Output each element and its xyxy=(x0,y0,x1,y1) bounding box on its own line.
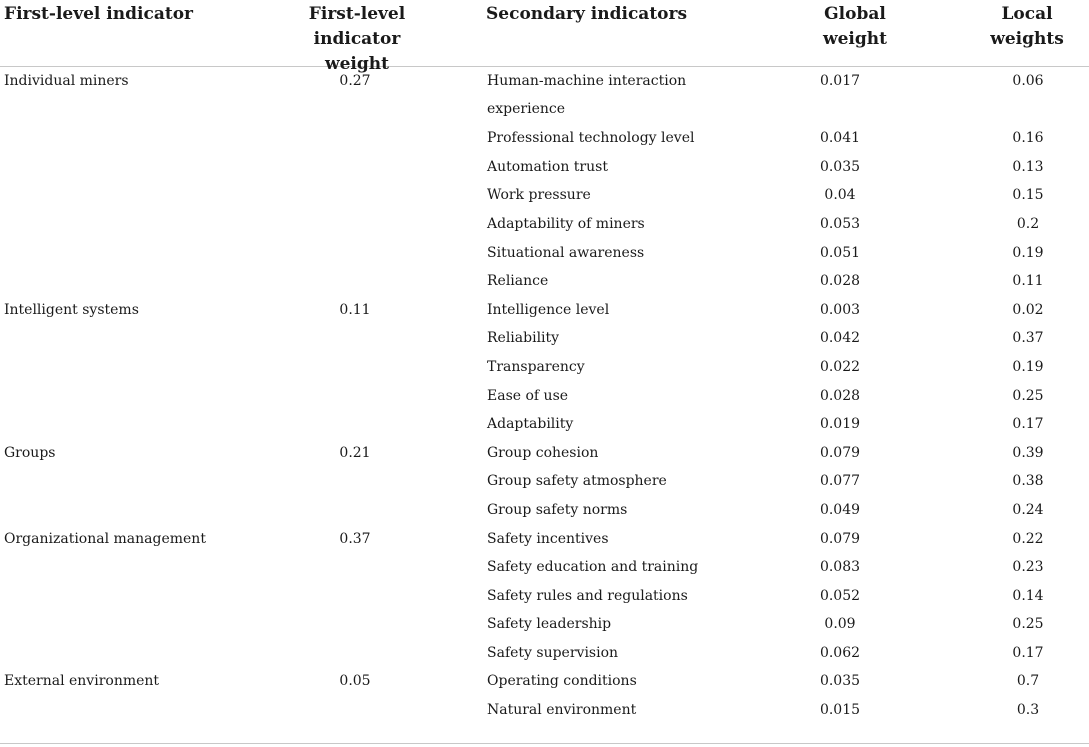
table-row xyxy=(0,267,1089,296)
global-weight-cell: 0.028 xyxy=(819,387,861,404)
local-weight-cell: 0.11 xyxy=(1012,273,1044,290)
first-level-weight-cell: 0.05 xyxy=(339,673,371,690)
table-row xyxy=(0,324,1089,353)
global-weight-cell: 0.062 xyxy=(819,644,861,661)
first-level-weight-cell: 0.11 xyxy=(339,301,371,318)
global-weight-cell: 0.052 xyxy=(819,587,861,604)
secondary-indicator-cell: Group cohesion xyxy=(487,444,599,461)
local-weight-cell: 0.13 xyxy=(1012,158,1044,175)
first-level-weight-cell: 0.37 xyxy=(339,530,371,547)
table-row xyxy=(0,210,1089,239)
local-weight-cell: 0.2 xyxy=(1016,215,1040,232)
secondary-indicator-cell: Adaptability xyxy=(487,416,574,433)
global-weight-cell: 0.015 xyxy=(819,702,861,719)
secondary-indicator-cell: Safety rules and regulations xyxy=(487,587,688,604)
secondary-indicator-cell: Professional technology level xyxy=(487,130,695,147)
local-weight-cell: 0.22 xyxy=(1012,530,1044,547)
table-row xyxy=(0,239,1089,268)
local-weight-cell: 0.02 xyxy=(1012,301,1044,318)
first-level-indicator-cell: Individual miners xyxy=(4,73,129,89)
global-weight-cell: 0.035 xyxy=(819,158,861,175)
global-weight-cell: 0.09 xyxy=(824,616,856,633)
table-row xyxy=(0,582,1089,611)
secondary-indicator-cell: Safety incentives xyxy=(487,530,609,547)
table-body xyxy=(0,67,1089,725)
local-weight-cell: 0.25 xyxy=(1012,616,1044,633)
local-weight-cell: 0.15 xyxy=(1012,187,1044,204)
table-row xyxy=(0,610,1089,639)
table-bottom-rule xyxy=(0,743,1089,744)
secondary-indicator-cell: Group safety atmosphere xyxy=(487,473,667,490)
secondary-indicator-cell: Reliability xyxy=(487,330,560,347)
table-row xyxy=(0,467,1089,496)
header-secondary-indicators: Secondary indicators xyxy=(486,4,688,24)
table-row xyxy=(0,410,1089,439)
first-level-weight-cell: 0.21 xyxy=(339,444,371,461)
table-row xyxy=(0,525,1089,554)
global-weight-cell: 0.041 xyxy=(819,130,861,147)
local-weight-cell: 0.06 xyxy=(1012,73,1044,89)
table-row xyxy=(0,553,1089,582)
secondary-indicator-cell: Work pressure xyxy=(487,187,591,204)
local-weight-cell: 0.16 xyxy=(1012,130,1044,147)
local-weight-cell: 0.14 xyxy=(1012,587,1044,604)
local-weight-cell: 0.17 xyxy=(1012,644,1044,661)
secondary-indicator-cell: Human-machine interaction experience xyxy=(487,73,687,117)
local-weight-cell: 0.37 xyxy=(1012,330,1044,347)
global-weight-cell: 0.083 xyxy=(819,559,861,576)
secondary-indicator-cell: Ease of use xyxy=(487,387,569,404)
global-weight-cell: 0.022 xyxy=(819,358,861,375)
table-row xyxy=(0,296,1089,325)
table-row xyxy=(0,153,1089,182)
table-row xyxy=(0,181,1089,210)
global-weight-cell: 0.077 xyxy=(819,473,861,490)
global-weight-cell: 0.035 xyxy=(819,673,861,690)
secondary-indicator-cell: Situational awareness xyxy=(487,244,645,261)
header-global-weight: Global weight xyxy=(822,4,887,49)
global-weight-cell: 0.042 xyxy=(819,330,861,347)
local-weight-cell: 0.19 xyxy=(1012,358,1044,375)
local-weight-cell: 0.19 xyxy=(1012,244,1044,261)
secondary-indicator-cell: Automation trust xyxy=(487,158,608,175)
local-weight-cell: 0.17 xyxy=(1012,416,1044,433)
secondary-indicator-cell: Operating conditions xyxy=(487,673,637,690)
secondary-indicator-cell: Safety supervision xyxy=(487,644,619,661)
first-level-weight-cell: 0.27 xyxy=(339,73,371,89)
local-weight-cell: 0.23 xyxy=(1012,559,1044,576)
global-weight-cell: 0.04 xyxy=(824,187,856,204)
secondary-indicator-cell: Transparency xyxy=(487,358,585,375)
global-weight-cell: 0.079 xyxy=(819,530,861,547)
global-weight-cell: 0.079 xyxy=(819,444,861,461)
global-weight-cell: 0.017 xyxy=(819,73,861,89)
global-weight-cell: 0.019 xyxy=(819,416,861,433)
first-level-indicator-cell: Groups xyxy=(4,444,56,461)
first-level-indicator-cell: External environment xyxy=(4,673,160,690)
global-weight-cell: 0.003 xyxy=(819,301,861,318)
table-row xyxy=(0,639,1089,668)
table-row xyxy=(0,382,1089,411)
secondary-indicator-cell: Safety education and training xyxy=(487,559,699,576)
table-row xyxy=(0,124,1089,153)
global-weight-cell: 0.053 xyxy=(819,215,861,232)
table-row xyxy=(0,667,1089,696)
local-weight-cell: 0.3 xyxy=(1016,702,1040,719)
secondary-indicator-cell: Natural environment xyxy=(487,702,637,719)
global-weight-cell: 0.049 xyxy=(819,501,861,518)
header-local-weights: Local weights xyxy=(990,4,1064,49)
local-weight-cell: 0.24 xyxy=(1012,501,1044,518)
table-row xyxy=(0,67,1089,124)
local-weight-cell: 0.25 xyxy=(1012,387,1044,404)
local-weight-cell: 0.7 xyxy=(1016,673,1040,690)
secondary-indicator-cell: Safety leadership xyxy=(487,616,612,633)
secondary-indicator-cell: Adaptability of miners xyxy=(487,215,645,232)
table-row xyxy=(0,439,1089,468)
global-weight-cell: 0.028 xyxy=(819,273,861,290)
header-first-level-indicator: First-level indicator xyxy=(4,4,193,24)
table-row xyxy=(0,353,1089,382)
table-row xyxy=(0,496,1089,525)
secondary-indicator-cell: Reliance xyxy=(487,273,549,290)
local-weight-cell: 0.38 xyxy=(1012,473,1044,490)
local-weight-cell: 0.39 xyxy=(1012,444,1044,461)
header-first-level-indicator-weight: First-level indicator weight xyxy=(308,4,406,74)
first-level-indicator-cell: Intelligent systems xyxy=(4,301,139,318)
table-row xyxy=(0,696,1089,725)
global-weight-cell: 0.051 xyxy=(819,244,861,261)
secondary-indicator-cell: Intelligence level xyxy=(487,301,610,318)
secondary-indicator-cell: Group safety norms xyxy=(487,501,628,518)
table-header xyxy=(0,0,1089,74)
first-level-indicator-cell: Organizational management xyxy=(4,530,206,547)
